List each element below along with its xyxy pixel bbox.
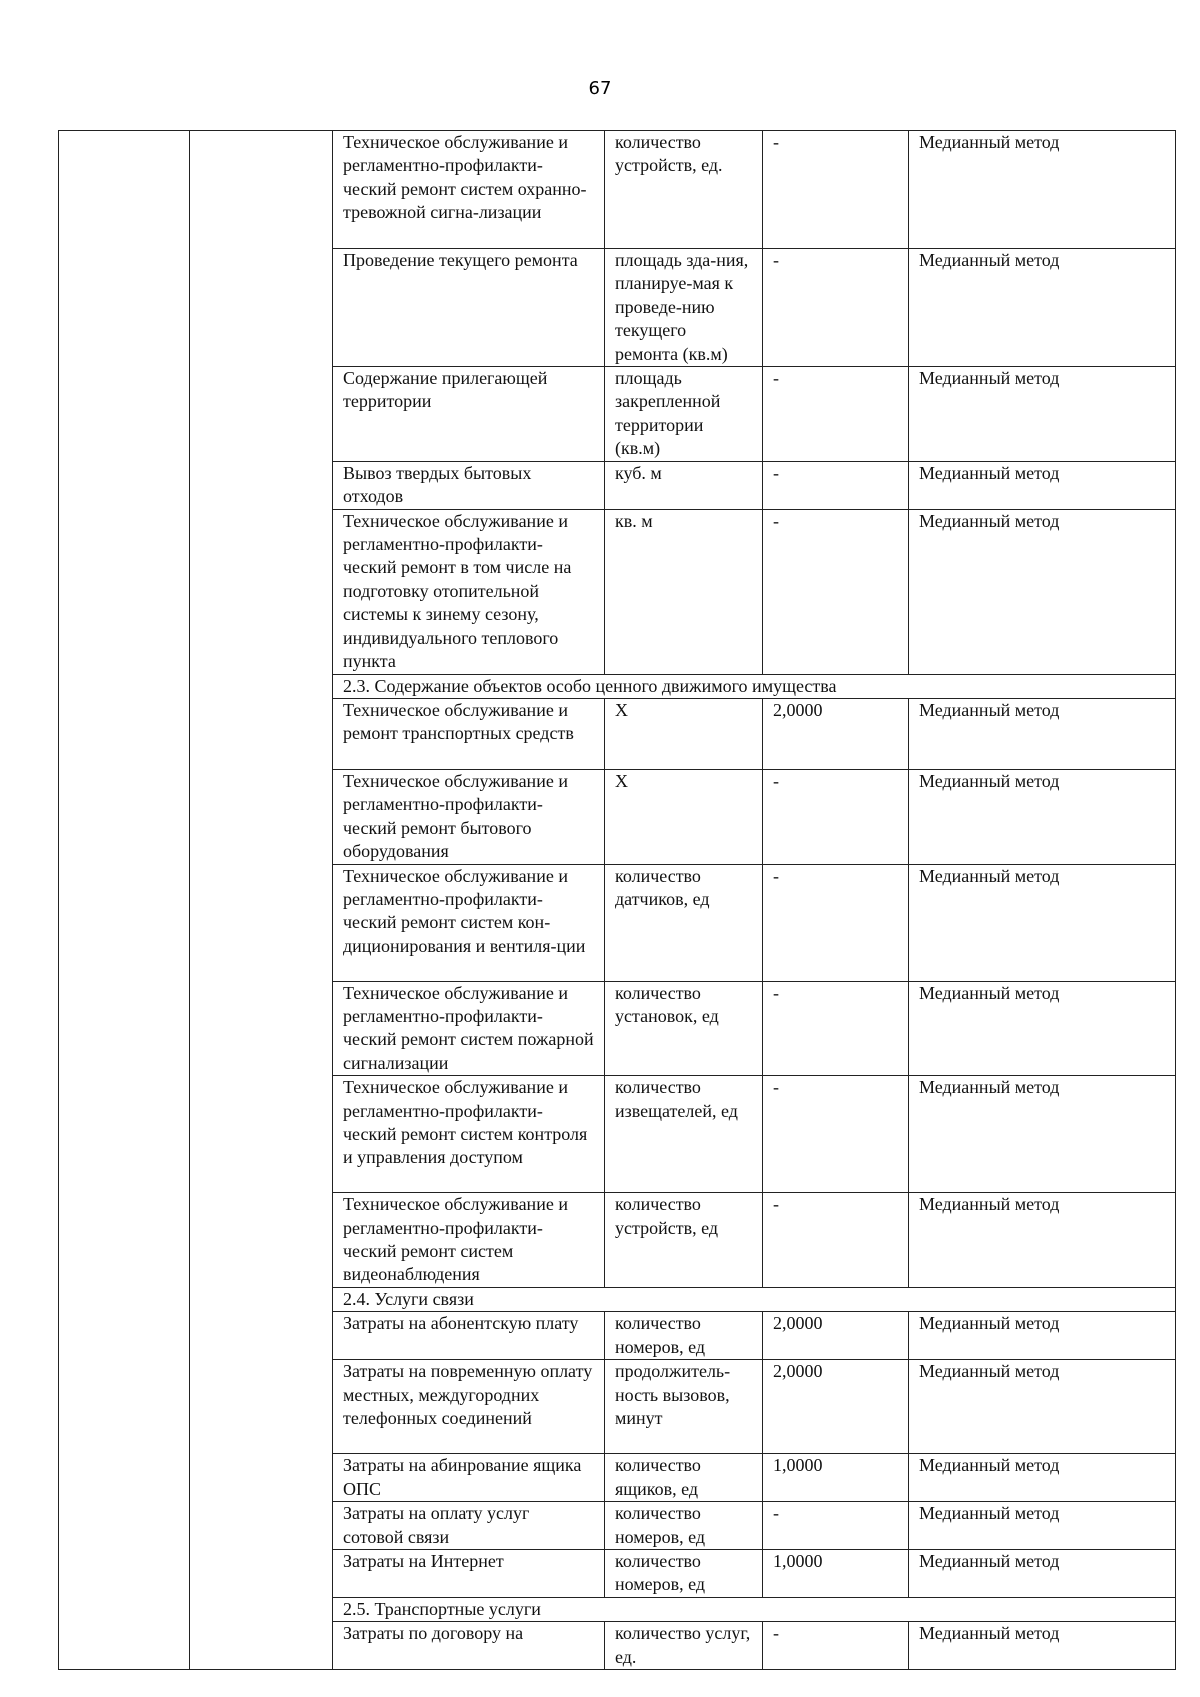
value-cell: 2,0000 <box>763 1312 909 1360</box>
method-cell: Медианный метод <box>909 698 1176 769</box>
value-cell: - <box>763 1193 909 1288</box>
method-cell: Медианный метод <box>909 864 1176 981</box>
unit-cell: количество услуг, ед. <box>605 1622 763 1670</box>
expense-name-cell: Затраты на оплату услуг сотовой связи <box>333 1502 605 1550</box>
unit-cell: Х <box>605 698 763 769</box>
expense-name-cell: Затраты по договору на <box>333 1622 605 1670</box>
method-cell: Медианный метод <box>909 1360 1176 1454</box>
expense-name-cell: Техническое обслуживание и регламентно-профилакти-ческий ремонт в том числе на подготовку отопительной системы к зинему сезону, индивидуального теплового пункта <box>333 509 605 674</box>
expense-name-cell: Техническое обслуживание и регламентно-профилакти-ческий ремонт систем кон-диционирования и вентиля-ции <box>333 864 605 981</box>
page-number: 67 <box>588 78 612 99</box>
expense-name-cell: Затраты на повременную оплату местных, междугородних телефонных соединений <box>333 1360 605 1454</box>
value-cell: - <box>763 769 909 864</box>
unit-cell: количество номеров, ед <box>605 1502 763 1550</box>
section-title: 2.3. Содержание объектов особо ценного движимого имущества <box>333 674 1176 698</box>
unit-cell: площадь закрепленной территории (кв.м) <box>605 367 763 462</box>
value-cell: 1,0000 <box>763 1550 909 1598</box>
method-cell: Медианный метод <box>909 131 1176 249</box>
value-cell: 1,0000 <box>763 1454 909 1502</box>
unit-cell: количество ящиков, ед <box>605 1454 763 1502</box>
method-cell: Медианный метод <box>909 461 1176 509</box>
expense-name-cell: Техническое обслуживание и регламентно-профилакти-ческий ремонт систем пожарной сигнализации <box>333 981 605 1076</box>
empty-column-2 <box>190 131 333 1670</box>
unit-cell: количество установок, ед <box>605 981 763 1076</box>
method-cell: Медианный метод <box>909 1622 1176 1670</box>
value-cell: - <box>763 509 909 674</box>
method-cell: Медианный метод <box>909 367 1176 462</box>
expense-name-cell: Техническое обслуживание и регламентно-профилакти-ческий ремонт бытового оборудования <box>333 769 605 864</box>
expense-name-cell: Затраты на абонентскую плату <box>333 1312 605 1360</box>
unit-cell: продолжитель-ность вызовов, минут <box>605 1360 763 1454</box>
method-cell: Медианный метод <box>909 981 1176 1076</box>
method-cell: Медианный метод <box>909 1550 1176 1598</box>
unit-cell: количество номеров, ед <box>605 1312 763 1360</box>
method-cell: Медианный метод <box>909 1076 1176 1193</box>
empty-column-1 <box>59 131 190 1670</box>
method-cell: Медианный метод <box>909 1193 1176 1288</box>
expense-name-cell: Содержание прилегающей территории <box>333 367 605 462</box>
value-cell: - <box>763 367 909 462</box>
value-cell: - <box>763 981 909 1076</box>
unit-cell: количество устройств, ед. <box>605 131 763 249</box>
cost-table <box>58 130 1176 1670</box>
value-cell: - <box>763 1076 909 1193</box>
expense-name-cell: Затраты на Интернет <box>333 1550 605 1598</box>
method-cell: Медианный метод <box>909 769 1176 864</box>
section-title: 2.4. Услуги связи <box>333 1287 1176 1311</box>
expense-name-cell: Техническое обслуживание и ремонт транспортных средств <box>333 698 605 769</box>
expense-name-cell: Техническое обслуживание и регламентно-профилакти-ческий ремонт систем видеонаблюдения <box>333 1193 605 1288</box>
value-cell: - <box>763 249 909 367</box>
method-cell: Медианный метод <box>909 509 1176 674</box>
expense-name-cell: Затраты на абинрование ящика ОПС <box>333 1454 605 1502</box>
unit-cell: количество датчиков, ед <box>605 864 763 981</box>
unit-cell: количество номеров, ед <box>605 1550 763 1598</box>
method-cell: Медианный метод <box>909 1312 1176 1360</box>
unit-cell: площадь зда-ния, планируе-мая к проведе-нию текущего ремонта (кв.м) <box>605 249 763 367</box>
value-cell: - <box>763 1622 909 1670</box>
value-cell: - <box>763 864 909 981</box>
unit-cell: количество устройств, ед <box>605 1193 763 1288</box>
expense-name-cell: Техническое обслуживание и регламентно-профилакти-ческий ремонт систем охранно-тревожной сигна-лизации <box>333 131 605 249</box>
method-cell: Медианный метод <box>909 1454 1176 1502</box>
unit-cell: куб. м <box>605 461 763 509</box>
method-cell: Медианный метод <box>909 1502 1176 1550</box>
expense-name-cell: Техническое обслуживание и регламентно-профилакти-ческий ремонт систем контроля и управления доступом <box>333 1076 605 1193</box>
method-cell: Медианный метод <box>909 249 1176 367</box>
unit-cell: количество извещателей, ед <box>605 1076 763 1193</box>
unit-cell: кв. м <box>605 509 763 674</box>
value-cell: - <box>763 131 909 249</box>
expense-name-cell: Проведение текущего ремонта <box>333 249 605 367</box>
section-title: 2.5. Транспортные услуги <box>333 1598 1176 1622</box>
unit-cell: Х <box>605 769 763 864</box>
value-cell: - <box>763 461 909 509</box>
table-row <box>59 131 1176 249</box>
value-cell: - <box>763 1502 909 1550</box>
expense-name-cell: Вывоз твердых бытовых отходов <box>333 461 605 509</box>
value-cell: 2,0000 <box>763 1360 909 1454</box>
value-cell: 2,0000 <box>763 698 909 769</box>
